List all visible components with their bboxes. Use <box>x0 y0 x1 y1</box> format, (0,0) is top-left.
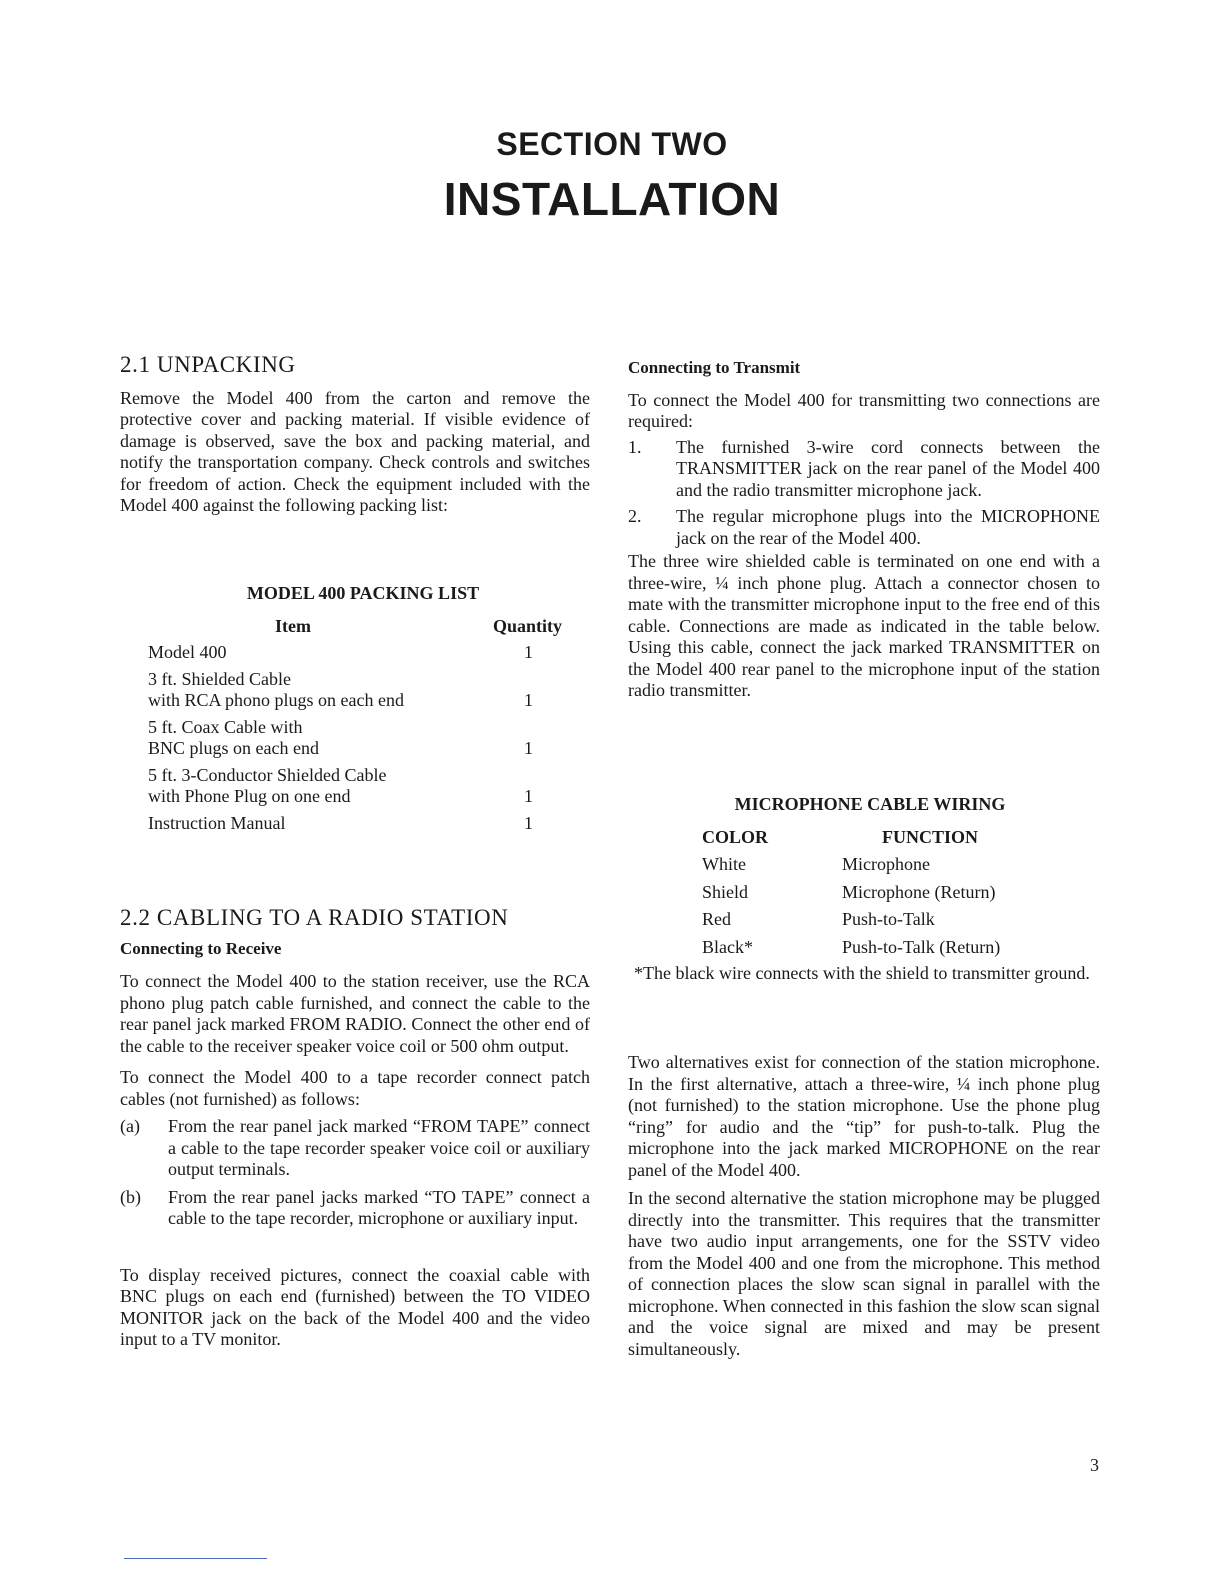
function-cell: Push-to-Talk (Return) <box>842 936 1001 957</box>
unpacking-heading: 2.1 UNPACKING <box>120 352 296 377</box>
table-row <box>148 760 568 808</box>
qty-cell: 1 <box>524 785 533 806</box>
packing-list-title: MODEL 400 PACKING LIST <box>246 583 480 603</box>
list-item-text: The regular microphone plugs into the MICROPHONE jack on the rear of the Model 400. <box>676 506 1100 548</box>
alternatives-paragraph-1: Two alternatives exist for connection of the station microphone. In the first alternative, attach a three-wire, ¼ inch phone plug (not furnished) to the station microphone. Use the phone plug “ring” for audio and the “tip” for push-to-talk. Plug the microphone into the jack marked MICROPHONE on the rear panel of the Model 400. <box>628 1052 1100 1180</box>
table-header-row <box>702 827 1000 849</box>
list-item <box>120 1187 590 1230</box>
qty-cell: 1 <box>524 642 533 662</box>
qty-cell: 1 <box>524 737 533 758</box>
receive-paragraph-2: To connect the Model 400 to a tape recorder connect patch cables (not furnished) as follows: <box>120 1067 590 1109</box>
table-row <box>148 664 568 712</box>
function-cell: Microphone <box>842 854 930 874</box>
function-cell: Push-to-Talk <box>842 909 935 929</box>
cable-paragraph: The three wire shielded cable is terminated on one end with a three-wire, ¼ inch phone plug. Attach a connector chosen to mate with the transmitter microphone input to the free end of this cable. Connections are made as indicated in the table below. Using this cable, connect the jack marked TRANSMITTER on the Model 400 rear panel to the microphone input of the station radio transmitter. <box>628 551 1100 700</box>
table-row <box>702 848 1000 876</box>
bottom-rule <box>124 1558 267 1559</box>
unpacking-body: Remove the Model 400 from the carton and remove the protective cover and packing material. If visible evidence of damage is observed, save the box and packing material, and notify the transportation company. Check controls and switches for freedom of action. Check the equipment included with the Model 400 against the following packing list: <box>120 387 590 515</box>
transmit-intro: To connect the Model 400 for transmitting two connections are required: <box>628 389 1100 431</box>
wiring-footnote: *The black wire connects with the shield to transmitter ground. <box>634 963 1090 983</box>
list-item-text: The furnished 3-wire cord connects between the TRANSMITTER jack on the rear panel of the Model 400 and the radio transmitter microphone jack. <box>676 436 1100 500</box>
item-cell: Instruction Manual <box>148 812 286 833</box>
list-item <box>628 506 1100 549</box>
list-marker: (b) <box>120 1186 141 1207</box>
alternatives-section <box>628 1052 1100 1360</box>
item-cell: 3 ft. Shielded Cable with RCA phono plugs on each end <box>148 668 404 710</box>
packing-list <box>148 583 568 834</box>
table-row <box>702 876 1000 904</box>
receive-heading: Connecting to Receive <box>120 938 282 958</box>
col-item-header: Item <box>275 615 311 636</box>
page-number: 3 <box>1090 1455 1099 1475</box>
table-row <box>702 903 1000 931</box>
col-color-header: COLOR <box>702 826 769 847</box>
unpacking-section <box>120 354 590 517</box>
color-cell: White <box>702 854 746 874</box>
table-header-row <box>148 616 568 638</box>
qty-cell: 1 <box>524 812 533 833</box>
wiring-table <box>702 827 1000 959</box>
packing-list-table <box>148 616 568 835</box>
list-item-text: From the rear panel jack marked “FROM TAPE” connect a cable to the tape recorder speaker voice coil or auxiliary output terminals. <box>168 1116 590 1179</box>
cabling-heading: 2.2 CABLING TO A RADIO STATION <box>120 905 509 930</box>
section-label: SECTION TWO <box>496 126 728 162</box>
table-row <box>148 712 568 760</box>
list-item <box>120 1116 590 1181</box>
qty-cell: 1 <box>524 689 533 710</box>
color-cell: Shield <box>702 881 749 902</box>
receive-paragraph-1: To connect the Model 400 to the station receiver, use the RCA phono plug patch cable furnished, and connect the cable to the rear panel jack marked FROM RADIO. Connect the other end of the cable to the receiver speaker voice coil or 500 ohm output. <box>120 971 590 1056</box>
display-paragraph: To display received pictures, connect the coaxial cable with BNC plugs on each end (furnished) between the TO VIDEO MONITOR jack on the back of the Model 400 and the video input to a TV monitor. <box>120 1264 590 1349</box>
color-cell: Black* <box>702 936 753 957</box>
alternatives-paragraph-2: In the second alternative the station microphone may be plugged directly into the transmitter. This requires that the transmitter have two audio input arrangements, one for the SSTV video from the Model 400 and one from the microphone. This method of connection places the slow scan signal in parallel with the microphone. When connected in this fashion the slow scan signal and the voice signal are mixed and may be present simultaneously. <box>628 1188 1100 1359</box>
function-cell: Microphone (Return) <box>842 881 996 902</box>
col-function-header: FUNCTION <box>882 826 979 847</box>
wiring-section <box>628 794 1100 985</box>
item-cell: 5 ft. 3-Conductor Shielded Cable with Phone Plug on one end <box>148 764 387 806</box>
list-item-text: From the rear panel jacks marked “TO TAPE” connect a cable to the tape recorder, microphone or auxiliary input. <box>168 1186 590 1228</box>
wiring-title: MICROPHONE CABLE WIRING <box>734 794 1006 814</box>
page-title: INSTALLATION <box>443 173 781 225</box>
color-cell: Red <box>702 909 731 929</box>
table-row <box>702 931 1000 959</box>
list-item <box>628 437 1100 502</box>
list-marker: 2. <box>628 506 642 526</box>
cabling-section <box>120 907 590 1351</box>
item-cell: 5 ft. Coax Cable with BNC plugs on each end <box>148 716 319 758</box>
list-marker: 1. <box>628 436 642 457</box>
transmit-section <box>628 357 1100 702</box>
table-row <box>148 808 568 835</box>
col-qty-header: Quantity <box>492 615 562 636</box>
table-row <box>148 637 568 664</box>
item-cell: Model 400 <box>148 642 227 662</box>
list-marker: (a) <box>120 1116 140 1136</box>
transmit-heading: Connecting to Transmit <box>628 358 801 377</box>
